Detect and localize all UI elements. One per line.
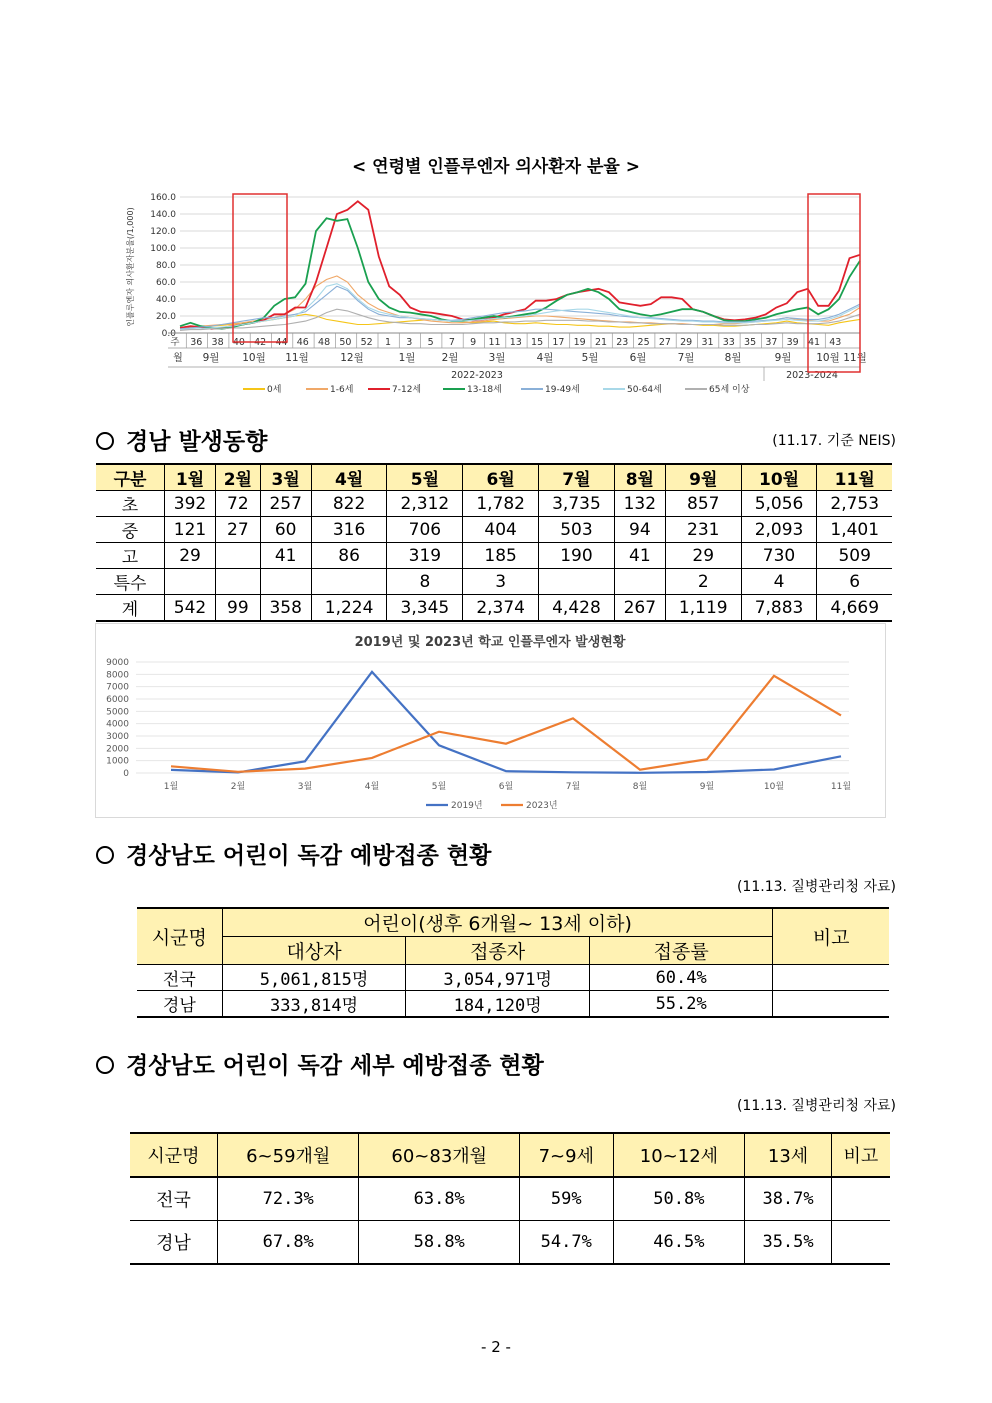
chart1-y-axis-label: 인플루엔자 의사환자분율(/1,000) [126, 207, 135, 327]
t2-header-region: 시군명 [137, 908, 222, 965]
table3-cell [831, 1221, 890, 1265]
table-row [130, 1221, 890, 1265]
table1-cell: 319 [387, 543, 463, 569]
table-row [96, 517, 892, 543]
table1-cell: 404 [463, 517, 539, 543]
chart1-month-label: 6월 [629, 352, 647, 364]
table1-cell: 542 [165, 595, 216, 622]
table3-cell: 54.7% [519, 1221, 613, 1265]
table1-row-label: 고 [96, 543, 165, 569]
table1-cell: 99 [216, 595, 261, 622]
chart1-title: < 연령별 인플루엔자 의사환자 분율 > [352, 157, 640, 177]
chart2-y-tick-label: 8000 [106, 670, 129, 681]
section-title-detailed-vaccination: 경상남도 어린이 독감 세부 예방접종 현황 [96, 1047, 544, 1080]
table1-cell [216, 543, 261, 569]
chart1-series-line [180, 276, 860, 328]
chart2-x-tick-label: 8월 [632, 782, 648, 792]
chart1-week-label: 7 [448, 337, 455, 348]
section-note-child-vaccination: (11.13. 질병관리청 자료) [736, 879, 896, 895]
section-title-gyeongnam: 경남 발생동향 [96, 423, 267, 456]
table1-cell: 3,345 [387, 595, 463, 622]
chart1-week-label: 50 [339, 337, 352, 348]
chart1-week-label: 5 [427, 337, 434, 348]
chart1-legend-label: 0세 [267, 385, 282, 395]
section-note-detailed-vaccination: (11.13. 질병관리청 자료) [736, 1098, 896, 1114]
table1-cell: 3 [463, 569, 539, 595]
t2-header-target: 대상자 [222, 937, 406, 965]
section-title-child-vaccination: 경상남도 어린이 독감 예방접종 현황 [96, 837, 491, 870]
table1-cell: 231 [665, 517, 741, 543]
chart2-y-tick-label: 1000 [106, 756, 129, 767]
chart1-season-labels [168, 367, 860, 381]
chart1-week-label: 42 [254, 337, 267, 348]
chart1-legend [243, 383, 750, 395]
chart2-x-ticks [164, 780, 851, 792]
chart2-x-tick-label: 7월 [565, 782, 581, 792]
table1-header-cell: 10월 [741, 464, 817, 491]
school-influenza-chart [95, 623, 886, 818]
chart1-y-tick-label: 160.0 [150, 193, 176, 203]
chart1-week-label: 3 [406, 337, 413, 348]
chart1-week-label: 39 [786, 337, 799, 348]
table-row [96, 543, 892, 569]
chart2-x-tick-label: 2월 [230, 782, 246, 792]
table1-cell: 2,753 [817, 491, 892, 517]
table3-header-cell: 7~9세 [519, 1133, 613, 1177]
table1-cell: 509 [817, 543, 892, 569]
chart1-month-label: 8월 [724, 352, 742, 364]
chart1-week-label: 15 [531, 337, 544, 348]
chart1-season-label: 2022-2023 [451, 370, 503, 381]
table1-cell: 2,312 [387, 491, 463, 517]
table1-cell: 1,119 [665, 595, 741, 622]
table3-header-cell: 10~12세 [613, 1133, 745, 1177]
chart1-month-label: 11월 [843, 352, 867, 364]
chart1-legend-label: 1-6세 [330, 385, 354, 395]
table3-cell [831, 1177, 890, 1221]
chart1-week-label: 41 [807, 337, 821, 348]
t2-region: 경남 [137, 991, 222, 1018]
t2-header-rate: 접종률 [589, 937, 772, 965]
table3-cell: 50.8% [613, 1177, 745, 1221]
circle-bullet-icon [96, 846, 114, 864]
chart1-month-row-label: 월 [173, 353, 183, 364]
chart1-week-label: 43 [829, 337, 842, 348]
chart2-y-tick-label: 2000 [106, 744, 129, 755]
chart1-y-ticks [150, 193, 176, 339]
table1-cell: 822 [311, 491, 387, 517]
table-row [137, 991, 889, 1018]
table1-cell: 257 [260, 491, 311, 517]
chart2-x-tick-label: 10월 [763, 782, 785, 792]
table3-cell: 35.5% [745, 1221, 832, 1265]
table1-header-cell: 구분 [96, 464, 165, 491]
table3-row-label: 전국 [130, 1177, 217, 1221]
table1-header-cell: 9월 [665, 464, 741, 491]
chart1-month-label: 2월 [441, 352, 459, 364]
chart2-x-tick-label: 3월 [297, 782, 313, 792]
chart1-series-line [180, 286, 860, 329]
chart2-legend-label: 2023년 [526, 801, 558, 811]
chart1-series-line [180, 218, 860, 328]
table1-cell: 706 [387, 517, 463, 543]
t2-header-note: 비고 [773, 908, 889, 965]
table1-cell [260, 569, 311, 595]
table1-cell [216, 569, 261, 595]
table1-cell: 121 [165, 517, 216, 543]
table-row [96, 595, 892, 622]
circle-bullet-icon [96, 432, 114, 450]
table1-cell: 190 [539, 543, 615, 569]
chart1-legend-label: 65세 이상 [709, 385, 750, 395]
page-number: - 2 - [481, 1338, 511, 1356]
chart1-y-tick-label: 120.0 [150, 227, 176, 237]
chart1-month-label: 9월 [774, 352, 792, 364]
chart1-week-label: 11 [488, 337, 501, 348]
chart1-week-labels [168, 333, 860, 348]
table1-cell: 4,669 [817, 595, 892, 622]
chart1-month-label: 12월 [340, 352, 364, 364]
table-row [137, 965, 889, 991]
chart1-week-label: 주 [170, 337, 180, 348]
table1-cell: 2 [665, 569, 741, 595]
table1-cell: 41 [614, 543, 665, 569]
chart2-y-tick-label: 4000 [106, 719, 129, 730]
table1-header-cell: 11월 [817, 464, 892, 491]
chart2-x-tick-label: 9월 [699, 782, 715, 792]
table3-header-cell: 60~83개월 [359, 1133, 520, 1177]
table1-cell: 94 [614, 517, 665, 543]
chart1-month-label: 10월 [242, 352, 266, 364]
table1-cell [165, 569, 216, 595]
chart1-y-tick-label: 0.0 [161, 329, 176, 339]
table-row [96, 491, 892, 517]
chart1-month-label: 3월 [488, 352, 506, 364]
chart1-legend-label: 50-64세 [627, 385, 662, 395]
chart1-week-label: 48 [318, 337, 331, 348]
t2-target: 333,814명 [222, 991, 406, 1018]
table1-header-cell: 3월 [260, 464, 311, 491]
chart2-y-tick-label: 6000 [106, 695, 129, 705]
chart2-x-tick-label: 4월 [364, 782, 380, 792]
table1-cell: 5,056 [741, 491, 817, 517]
chart1-week-label: 25 [637, 337, 650, 348]
table1-cell [614, 569, 665, 595]
chart1-y-tick-label: 40.0 [155, 295, 176, 305]
table3-header-cell: 시군명 [130, 1133, 217, 1177]
chart1-week-label: 36 [190, 337, 203, 348]
t2-target: 5,061,815명 [222, 965, 406, 991]
chart1-month-label: 1월 [398, 352, 416, 364]
child-vaccination-table [137, 907, 889, 1018]
chart1-series-line [180, 284, 860, 330]
chart2-y-tick-label: 0 [123, 769, 129, 779]
table1-cell: 7,883 [741, 595, 817, 622]
table1-cell: 6 [817, 569, 892, 595]
table3-header-cell: 비고 [831, 1133, 890, 1177]
table1-cell: 316 [311, 517, 387, 543]
chart1-week-label: 46 [296, 337, 309, 348]
chart1-week-label: 35 [744, 337, 757, 348]
chart1-series [180, 201, 860, 330]
t2-note [773, 991, 889, 1018]
table1-header-row [96, 464, 892, 491]
table1-cell: 4 [741, 569, 817, 595]
t2-vaccinated: 184,120명 [406, 991, 590, 1018]
chart2-y-tick-label: 9000 [106, 658, 129, 668]
chart2-y-ticks [106, 658, 129, 779]
chart2-grid [136, 662, 849, 773]
chart1-month-label: 10월 [816, 352, 840, 364]
chart1-month-labels [168, 348, 867, 364]
table1-cell: 29 [165, 543, 216, 569]
chart1-season-label: 2023-2024 [786, 370, 838, 381]
chart1-week-label: 29 [680, 337, 693, 348]
table1-row-label: 특수 [96, 569, 165, 595]
table1-cell: 29 [665, 543, 741, 569]
table1-header-cell: 5월 [387, 464, 463, 491]
t2-rate: 60.4% [589, 965, 772, 991]
chart1-month-label: 5월 [581, 352, 599, 364]
table1-cell: 8 [387, 569, 463, 595]
chart1-week-label: 33 [722, 337, 735, 348]
chart1-month-label: 7월 [677, 352, 695, 364]
t2-rate: 55.2% [589, 991, 772, 1018]
table1-header-cell: 4월 [311, 464, 387, 491]
t2-header-group: 어린이(생후 6개월~ 13세 이하) [222, 908, 773, 937]
t2-region: 전국 [137, 965, 222, 991]
table1-cell: 730 [741, 543, 817, 569]
table1-cell: 1,782 [463, 491, 539, 517]
age-influenza-chart [120, 185, 872, 400]
table3-cell: 63.8% [359, 1177, 520, 1221]
table-row [96, 569, 892, 595]
table1-header-cell: 2월 [216, 464, 261, 491]
chart2-title: 2019년 및 2023년 학교 인플루엔자 발생현황 [354, 635, 626, 650]
table1-cell: 392 [165, 491, 216, 517]
chart1-week-label: 13 [509, 337, 522, 348]
table3-header-cell: 13세 [745, 1133, 832, 1177]
table1-cell [539, 569, 615, 595]
chart1-month-label: 9월 [202, 352, 220, 364]
table1-cell: 86 [311, 543, 387, 569]
chart1-week-label: 21 [594, 337, 608, 348]
table1-cell: 4,428 [539, 595, 615, 622]
table1-cell: 60 [260, 517, 311, 543]
table1-cell: 2,374 [463, 595, 539, 622]
table1-row-label: 중 [96, 517, 165, 543]
table3-cell: 59% [519, 1177, 613, 1221]
chart1-month-label: 4월 [536, 352, 554, 364]
chart1-week-label: 1 [384, 337, 392, 348]
chart1-week-label: 40 [232, 337, 245, 348]
chart1-legend-label: 19-49세 [545, 385, 580, 395]
table1-cell: 1,224 [311, 595, 387, 622]
table1-header-cell: 6월 [463, 464, 539, 491]
table1-cell: 132 [614, 491, 665, 517]
table1-cell: 27 [216, 517, 261, 543]
chart1-week-label: 44 [275, 337, 288, 348]
table1-header-cell: 1월 [165, 464, 216, 491]
table3-cell: 67.8% [217, 1221, 359, 1265]
chart1-y-tick-label: 140.0 [150, 210, 176, 220]
chart2-y-tick-label: 3000 [106, 732, 129, 742]
chart1-week-label: 19 [573, 337, 586, 348]
table-row [130, 1177, 890, 1221]
t2-note [773, 965, 889, 991]
table1-cell: 1,401 [817, 517, 892, 543]
chart1-week-label: 37 [765, 337, 778, 348]
table1-row-label: 계 [96, 595, 165, 622]
table1-cell: 41 [260, 543, 311, 569]
chart2-x-tick-label: 11월 [830, 782, 852, 792]
table1-header-cell: 7월 [539, 464, 615, 491]
table1-cell: 2,093 [741, 517, 817, 543]
table1-row-label: 초 [96, 491, 165, 517]
chart2-y-tick-label: 5000 [106, 707, 129, 718]
t2-vaccinated: 3,054,971명 [406, 965, 590, 991]
table1-cell: 857 [665, 491, 741, 517]
table1-cell [311, 569, 387, 595]
table3-cell: 72.3% [217, 1177, 359, 1221]
chart1-week-label: 31 [701, 337, 714, 348]
chart1-y-tick-label: 80.0 [155, 261, 176, 271]
chart2-legend [426, 799, 558, 811]
table3-cell: 46.5% [613, 1221, 745, 1265]
table1-cell: 185 [463, 543, 539, 569]
circle-bullet-icon [96, 1056, 114, 1074]
table3-cell: 58.8% [359, 1221, 520, 1265]
chart2-legend-label: 2019년 [451, 801, 483, 811]
chart2-y-tick-label: 7000 [106, 682, 129, 693]
chart2-x-tick-label: 5월 [431, 782, 447, 792]
chart2-x-tick-label: 1월 [163, 782, 179, 792]
chart2-x-tick-label: 6월 [498, 782, 514, 792]
table1-cell: 267 [614, 595, 665, 622]
t2-header-vaccinated: 접종자 [406, 937, 590, 965]
chart1-week-label: 27 [658, 337, 671, 348]
section-note-gyeongnam: (11.17. 기준 NEIS) [772, 433, 896, 449]
table1-cell: 358 [260, 595, 311, 622]
chart1-legend-label: 13-18세 [467, 385, 502, 395]
chart1-week-label: 38 [211, 337, 224, 348]
table3-header-row [130, 1133, 890, 1177]
chart1-week-label: 52 [360, 337, 373, 348]
chart1-month-label: 11월 [285, 352, 309, 364]
chart1-week-label: 17 [552, 337, 565, 348]
chart1-legend-label: 7-12세 [392, 385, 422, 395]
table1-cell: 3,735 [539, 491, 615, 517]
table3-cell: 38.7% [745, 1177, 832, 1221]
chart1-y-tick-label: 60.0 [155, 278, 176, 288]
chart1-y-tick-label: 20.0 [155, 312, 176, 322]
table1-cell: 503 [539, 517, 615, 543]
detailed-vaccination-table [130, 1132, 890, 1265]
chart1-week-label: 9 [470, 337, 477, 348]
chart1-y-tick-label: 100.0 [150, 244, 176, 254]
chart1-week-label: 23 [616, 337, 629, 348]
table1-header-cell: 8월 [614, 464, 665, 491]
monthly-cases-table [96, 463, 892, 622]
table1-cell: 72 [216, 491, 261, 517]
chart1-grid [180, 197, 860, 333]
table3-header-cell: 6~59개월 [217, 1133, 359, 1177]
table3-row-label: 경남 [130, 1221, 217, 1265]
